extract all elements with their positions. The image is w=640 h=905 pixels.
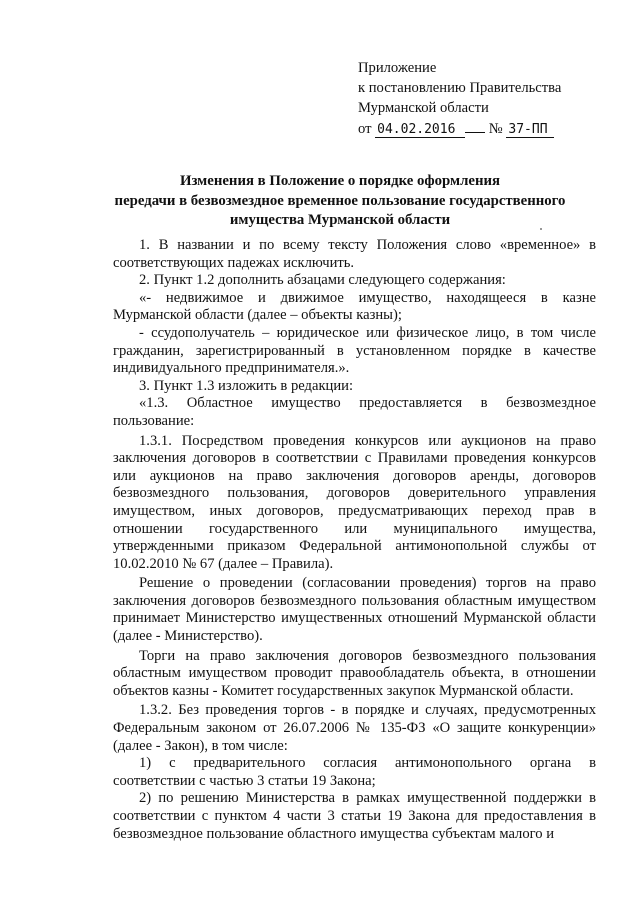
date-underline-gap	[465, 118, 485, 133]
title-line-3: имущества Мурманской области	[229, 212, 451, 228]
paragraph: 1) с предварительного согласия антимонопольного органа в соответствии с частью 3 статьи 19 Закона;	[113, 755, 596, 789]
title-line-2: передачи в безвозмездное временное пользование государственного	[114, 192, 566, 209]
paragraph: 2. Пункт 1.2 дополнить абзацами следующего содержания:	[139, 272, 506, 289]
paragraph: Решение о проведении (согласовании проведения) торгов на право заключения договоров безвозмездного пользования областным имуществом принимает Министерство имущественных отношений Мурманской области (далее - Министерство).	[113, 575, 596, 645]
appendix-title: Приложение	[358, 60, 437, 76]
appendix-header	[358, 58, 561, 139]
paragraph: Торги на право заключения договоров безвозмездного пользования областным имуществом проводит правообладатель объекта, в отношении объектов казны - Комитет государственных закупок Мурманской области.	[113, 647, 596, 699]
document-title	[80, 172, 600, 231]
number-label: №	[488, 121, 503, 137]
scan-speck	[540, 228, 542, 230]
paragraph: «1.3. Областное имущество предоставляется в безвозмездное пользование:	[113, 395, 596, 429]
paragraph: 3. Пункт 1.3 изложить в редакции:	[139, 377, 354, 394]
appendix-date-number-line	[358, 118, 561, 139]
paragraph: 1.3.2. Без проведения торгов - в порядке и случаях, предусмотренных Федеральным законом от 26.07.2006 № 135-ФЗ «О защите конкуренции» (далее - Закон), в том числе:	[113, 702, 596, 754]
resolution-date: 04.02.2016	[375, 122, 465, 138]
paragraph: 2) по решению Министерства в рамках имущественной поддержки в соответствии с пунктом 4 части 3 статьи 19 Закона для предоставления в безвозмездное пользование областного имущества субъектам малого и	[113, 790, 596, 842]
appendix-region: Мурманской области	[358, 100, 489, 116]
from-label: от	[358, 121, 372, 137]
paragraph: 1. В названии и по всему тексту Положения слово «временное» в соответствующих падежах исключить.	[113, 237, 596, 271]
resolution-number: 37-ПП	[506, 122, 554, 138]
paragraph: - ссудополучатель – юридическое или физическое лицо, в том числе гражданин, зарегистрированный в установленном порядке в качестве индивидуального предпринимателя.».	[113, 324, 596, 377]
paragraph: 1.3.1. Посредством проведения конкурсов или аукционов на право заключения договоров в соответствии с Правилами проведения конкурсов или аукционов на право заключения договоров аренды, договоров безвозмездного пользования, договоров доверительного управления имуществом, иных договоров, предусматривающих переход прав в отношении государственного или муниципального имущества, утвержденными приказом Федеральной антимонопольной службы от 10.02.2010 № 67 (далее – Правила).	[113, 432, 596, 572]
title-line-1: Изменения в Положение о порядке оформления	[179, 173, 501, 189]
paragraph: «- недвижимое и движимое имущество, находящееся в казне Мурманской области (далее – объекты казны);	[113, 289, 596, 324]
document-body	[113, 237, 596, 843]
appendix-resolution: к постановлению Правительства	[358, 80, 562, 96]
